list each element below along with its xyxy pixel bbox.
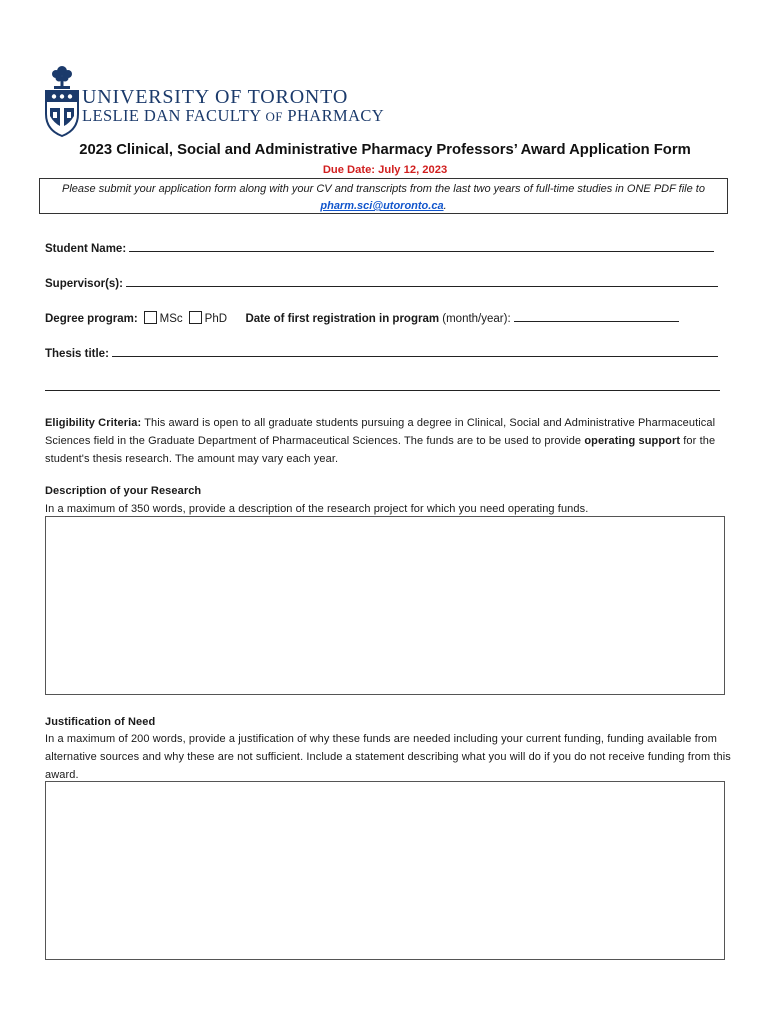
due-date: Due Date: July 12, 2023 (322, 164, 448, 176)
operating-support-emphasis: operating support (584, 435, 681, 447)
university-name: UNIVERSITY OF TORONTO (82, 86, 349, 108)
registration-date-hint: (month/year): (442, 313, 511, 325)
msc-label: MSc (159, 313, 183, 325)
degree-row (45, 310, 679, 325)
msc-checkbox[interactable] (144, 311, 157, 324)
thesis-title-row (45, 345, 718, 360)
supervisor-row (45, 275, 718, 290)
student-name-label: Student Name: (45, 243, 127, 255)
supervisor-label: Supervisor(s): (45, 278, 123, 290)
justification-textarea[interactable] (45, 781, 725, 960)
submission-notice: Please submit your application form along with your CV and transcripts from the last two years of full-time studies in ONE PDF file to pharm.sci@utoronto.ca. (39, 178, 728, 214)
eligibility-criteria: Eligibility Criteria: This award is open to all graduate students pursuing a degree in Clinical, Social and Administrative Pharmaceutical Sciences field in the Graduate Department of Pharmaceutical Sciences. The funds are to be used to provide operating support for the student's thesis research. The amount may vary each year. (45, 417, 716, 465)
research-description-textarea[interactable] (45, 516, 725, 695)
research-heading: Description of your Research (45, 485, 202, 497)
degree-program-label: Degree program: (45, 313, 138, 325)
justification-instructions: In a maximum of 200 words, provide a justification of why these funds are needed including your current funding, funding available from alternative sources and why these are not sufficient. Include a statement describing what you will do if you do not receive funding from this award. (45, 733, 731, 781)
supervisor-field[interactable] (126, 275, 718, 287)
student-name-field[interactable] (129, 240, 714, 252)
thesis-title-field-line2[interactable] (45, 390, 720, 391)
faculty-name: LESLIE DAN FACULTY OF PHARMACY (82, 106, 385, 125)
research-instructions: In a maximum of 350 words, provide a description of the research project for which you need operating funds. (45, 503, 589, 515)
phd-label: PhD (204, 313, 228, 325)
eligibility-label: Eligibility Criteria: (45, 417, 142, 429)
registration-date-label: Date of first registration in program (245, 313, 440, 325)
thesis-title-label: Thesis title: (45, 348, 109, 360)
university-crest-logo (44, 64, 80, 138)
phd-checkbox[interactable] (189, 311, 202, 324)
form-title: 2023 Clinical, Social and Administrative Pharmacy Professors’ Award Application Form (79, 142, 691, 158)
email-link[interactable]: pharm.sci@utoronto.ca (320, 200, 444, 212)
justification-heading: Justification of Need (45, 716, 156, 728)
registration-date-field[interactable] (514, 310, 679, 322)
thesis-title-field[interactable] (112, 345, 718, 357)
student-name-row (45, 240, 714, 255)
